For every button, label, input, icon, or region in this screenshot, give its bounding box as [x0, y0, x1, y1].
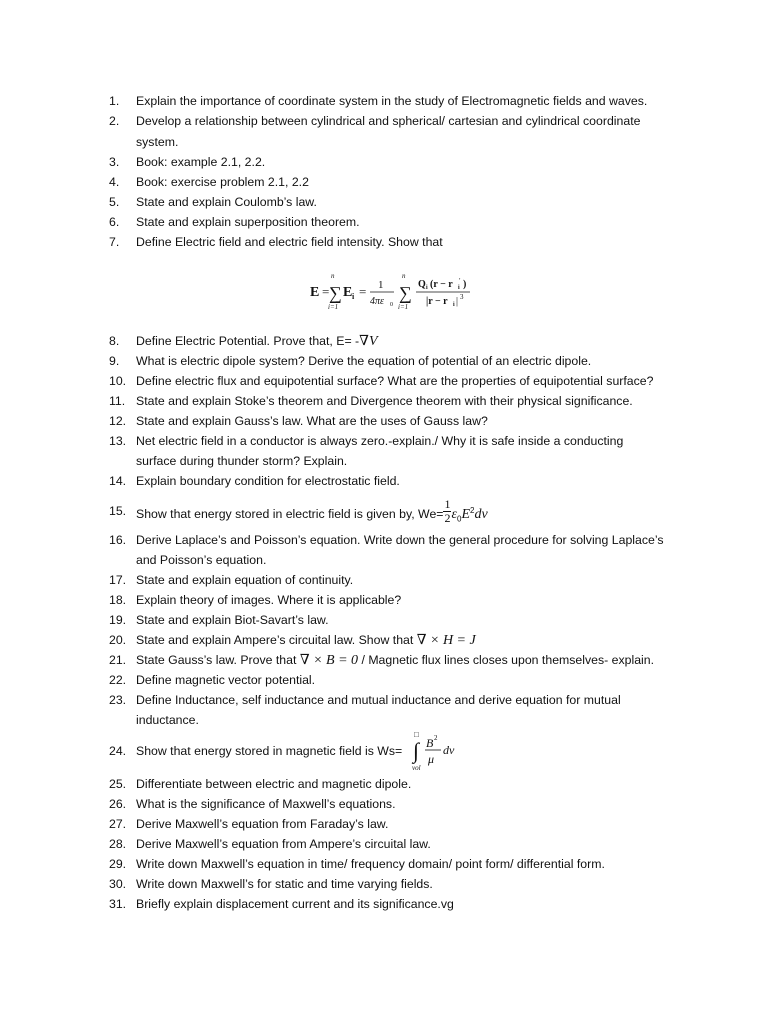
question-text: Define Inductance, self inductance and mutual inductance and derive equation for mutual [136, 693, 621, 707]
question-text: Derive Maxwell’s equation from Ampere’s circuital law. [136, 837, 431, 851]
formula-sum-upper: n [402, 272, 406, 280]
question-text: Explain theory of images. Where it is applicable? [136, 593, 402, 607]
formula-e: E [310, 285, 320, 300]
question-number: 25. [109, 777, 127, 791]
question-text: inductance. [136, 713, 199, 727]
question-text: State and explain Gauss’s law. What are the uses of Gauss law? [136, 414, 488, 428]
math-epsilon: ε [451, 507, 457, 523]
question-number: 14. [109, 474, 127, 488]
formula-sum-upper: n [331, 272, 335, 280]
question-text: Define electric flux and equipotential surface? What are the properties of equipotential surface? [136, 374, 654, 388]
formula-sum: ∑ [399, 283, 412, 303]
magnetic-energy-formula [410, 726, 470, 774]
question-text: Develop a relationship between cylindrical and spherical/ cartesian and cylindrical coordinate [136, 114, 641, 128]
question-text: Show that energy stored in electric field is given by, We= [136, 507, 444, 522]
formula-sum: ∑ [329, 283, 342, 303]
div-b-equation: ∇ × B = 0 [299, 653, 359, 668]
question-number: 4. [109, 175, 120, 189]
question-number: 8. [109, 334, 120, 348]
formula-one: 1 [378, 279, 384, 291]
question-number: 20. [109, 633, 127, 647]
question-text: Show that energy stored in magnetic field is Ws= [136, 744, 403, 758]
formula-denominator: 4πε [370, 296, 384, 307]
math-variable: V [368, 334, 378, 349]
question-number: 12. [109, 414, 127, 428]
question-number: 24. [109, 744, 127, 758]
question-number: 9. [109, 354, 120, 368]
question-text: What is the significance of Maxwell’s equations. [136, 797, 396, 811]
question-number: 22. [109, 673, 127, 687]
permeability-mu: μ [428, 752, 435, 766]
integral-box: □ [414, 730, 419, 739]
question-number: 10. [109, 374, 127, 388]
question-text: Briefly explain displacement current and its significance.vg [136, 897, 454, 911]
question-text: Write down Maxwell’s equation in time/ frequency domain/ point form/ differential form. [136, 857, 605, 871]
question-text: Write down Maxwell’s for static and time varying fields. [136, 877, 433, 891]
formula-sum-lower: i=1 [328, 303, 339, 311]
question-number: 15. [109, 504, 127, 518]
question-text: surface during thunder storm? Explain. [136, 454, 348, 468]
formula-equals: = [359, 284, 367, 299]
question-number: 6. [109, 215, 120, 229]
electric-field-formula [300, 268, 490, 316]
question-text: Derive Laplace’s and Poisson’s equation. Write down the general procedure for solving Laplace’s [136, 533, 664, 547]
field-b: B [426, 736, 434, 750]
curl-h-equation: ∇ × H = J [416, 633, 476, 648]
question-text: State and explain superposition theorem. [136, 215, 360, 229]
fraction-half: $\frac{1}{2}$ [444, 497, 451, 526]
question-text: Derive Maxwell’s equation from Faraday’s law. [136, 817, 389, 831]
question-number: 17. [109, 573, 127, 587]
question-text: State Gauss’s law. Prove that [136, 653, 297, 667]
formula-charge: Q [418, 279, 426, 290]
question-text: Book: example 2.1, 2.2. [136, 155, 266, 169]
math-subscript: 0 [457, 514, 462, 524]
question-text: Define Electric field and electric field intensity. Show that [136, 235, 443, 249]
formula-denominator-2: |r − r [426, 296, 448, 307]
question-text: Define Electric Potential. Prove that, E= - [136, 334, 360, 348]
question-text: Book: exercise problem 2.1, 2.2 [136, 175, 309, 189]
math-differential: dv [443, 743, 455, 757]
question-number: 18. [109, 593, 127, 607]
question-text: State and explain equation of continuity. [136, 573, 354, 587]
question-text: and Poisson’s equation. [136, 553, 267, 567]
formula-sum-lower: i=1 [398, 303, 409, 311]
question-number: 31. [109, 897, 127, 911]
question-number: 7. [109, 235, 120, 249]
question-number: 11. [109, 394, 126, 408]
question-text: Net electric field in a conductor is always zero.-explain./ Why it is safe inside a conducting [136, 434, 624, 448]
formula-close-paren: ) [463, 279, 467, 290]
question-text: Differentiate between electric and magnetic dipole. [136, 777, 412, 791]
question-number: 27. [109, 817, 127, 831]
integral-lower: vol [412, 764, 421, 772]
math-differential: dv [474, 507, 488, 523]
formula-prime: ′ [459, 277, 461, 285]
formula-bar: | [456, 296, 459, 307]
question-text: State and explain Stoke’s theorem and Divergence theorem with their physical significance. [136, 394, 633, 408]
question-number: 28. [109, 837, 127, 851]
formula-cube: 3 [460, 293, 464, 301]
question-text: State and explain Ampere’s circuital law. Show that [136, 633, 414, 647]
question-number: 29. [109, 857, 127, 871]
formula-sub-i: i [453, 302, 455, 308]
question-number: 21. [109, 653, 127, 667]
question-number: 19. [109, 613, 127, 627]
integral-sign: ∫ [413, 738, 420, 763]
question-text: Explain boundary condition for electrostatic field. [136, 474, 400, 488]
question-number: 26. [109, 797, 127, 811]
question-number: 1. [109, 94, 120, 108]
math-variable: E [461, 507, 471, 523]
formula-sub-i: i [426, 285, 428, 291]
question-number: 16. [109, 533, 127, 547]
question-text: State and explain Coulomb’s law. [136, 195, 317, 209]
math-superscript: 2 [470, 506, 475, 515]
question-number: 23. [109, 693, 127, 707]
question-text: Explain the importance of coordinate system in the study of Electromagnetic fields and waves. [136, 94, 648, 108]
b-squared: 2 [434, 734, 438, 742]
nabla-symbol: ∇ [359, 334, 369, 349]
formula-eps-sub: 0 [390, 302, 393, 308]
question-number: 13. [109, 434, 127, 448]
question-text: State and explain Biot-Savart’s law. [136, 613, 329, 627]
formula-ei: E [343, 285, 353, 300]
question-number: 5. [109, 195, 120, 209]
question-number: 2. [109, 114, 120, 128]
formula-sub-i: i [458, 285, 460, 291]
question-text: system. [136, 135, 179, 149]
formula-sub-i: i [352, 292, 355, 301]
question-number: 30. [109, 877, 127, 891]
question-text-cont: / Magnetic flux lines closes upon themselves- explain. [361, 653, 655, 667]
question-text: Define magnetic vector potential. [136, 673, 316, 687]
formula-equals: = [322, 284, 330, 299]
formula-numerator: (r − r [430, 279, 453, 290]
question-number: 3. [109, 155, 120, 169]
question-text: What is electric dipole system? Derive the equation of potential of an electric dipole. [136, 354, 592, 368]
